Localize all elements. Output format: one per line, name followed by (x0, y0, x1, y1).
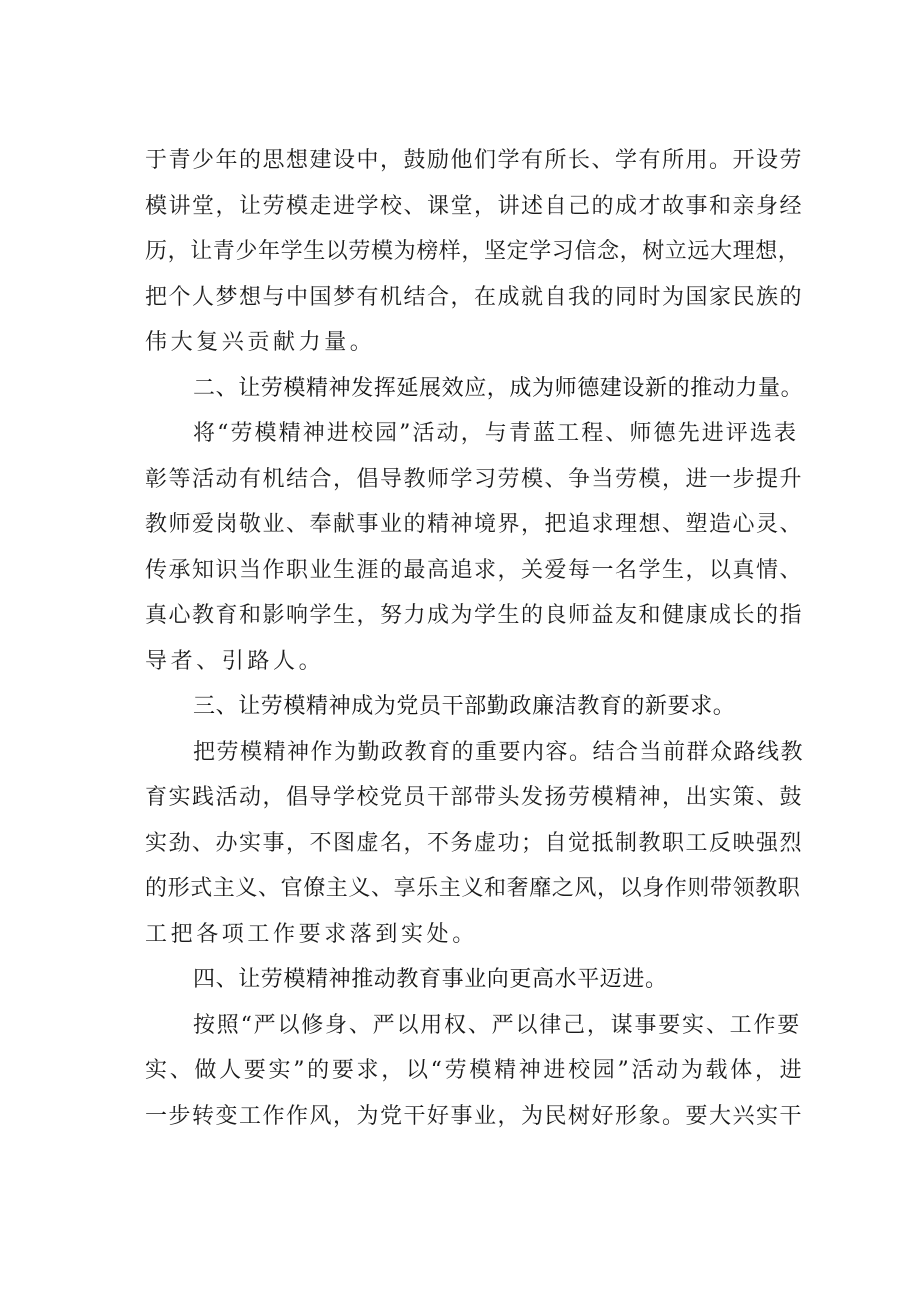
text-line: 实劲、办实事，不图虚名，不务虚功；自觉抵制教职工反映强烈 (145, 830, 804, 856)
paragraph (145, 730, 805, 958)
text-line: 育实践活动，倡导学校党员干部带头发扬劳模精神，出实策、鼓 (145, 785, 804, 810)
section-heading-4: 四、让劳模精神推动教育事业向更高水平迈进。 (193, 967, 668, 992)
text-line: 伟大复兴贡献力量。 (145, 330, 376, 355)
text-line: 的形式主义、官僚主义、享乐主义和奢靡之风，以身作则带领教职 (145, 876, 801, 901)
text-line: 历，让青少年学生以劳模为榜样，坚定学习信念，树立远大理想， (145, 239, 801, 264)
text-line: 一步转变工作作风，为党干好事业，为民树好形象。要大兴实干 (145, 1103, 804, 1129)
text-line: 教师爱岗敬业、奉献事业的精神境界，把追求理想、塑造心灵、 (145, 512, 804, 537)
text-line: 传承知识当作职业生涯的最高追求，关爱每一名学生，以真情、 (145, 557, 804, 583)
text-line: 按照“严以修身、严以用权、严以律己，谋事要实、工作要 (193, 1012, 802, 1038)
text-line: 彰等活动有机结合，倡导教师学习劳模、争当劳模，进一步提升 (145, 466, 804, 492)
paragraph (145, 138, 805, 366)
text-line: 真心教育和影响学生，努力成为学生的良师益友和健康成长的指 (145, 603, 804, 628)
document-body (145, 138, 805, 1139)
text-line: 于青少年的思想建设中，鼓励他们学有所长、学有所用。开设劳 (145, 148, 804, 173)
text-line: 模讲堂，让劳模走进学校、课堂，讲述自己的成才故事和亲身经 (145, 193, 804, 219)
text-line: 将“劳模精神进校园”活动，与青蓝工程、师德先进评选表 (193, 421, 799, 446)
text-line: 把劳模精神作为勤政教育的重要内容。结合当前群众路线教 (193, 739, 805, 765)
text-line: 把个人梦想与中国梦有机结合，在成就自我的同时为国家民族的 (145, 284, 804, 310)
section-heading-2: 二、让劳模精神发挥延展效应，成为师德建设新的推动力量。 (193, 375, 804, 401)
paragraph (145, 411, 805, 684)
paragraph (145, 1003, 805, 1140)
text-line: 导者、引路人。 (145, 648, 325, 674)
text-line: 工把各项工作要求落到实处。 (145, 921, 478, 947)
text-line: 实、做人要实”的要求，以“劳模精神进校园”活动为载体，进 (145, 1058, 805, 1083)
section-heading-3: 三、让劳模精神成为党员干部勤政廉洁教育的新要求。 (193, 694, 736, 719)
